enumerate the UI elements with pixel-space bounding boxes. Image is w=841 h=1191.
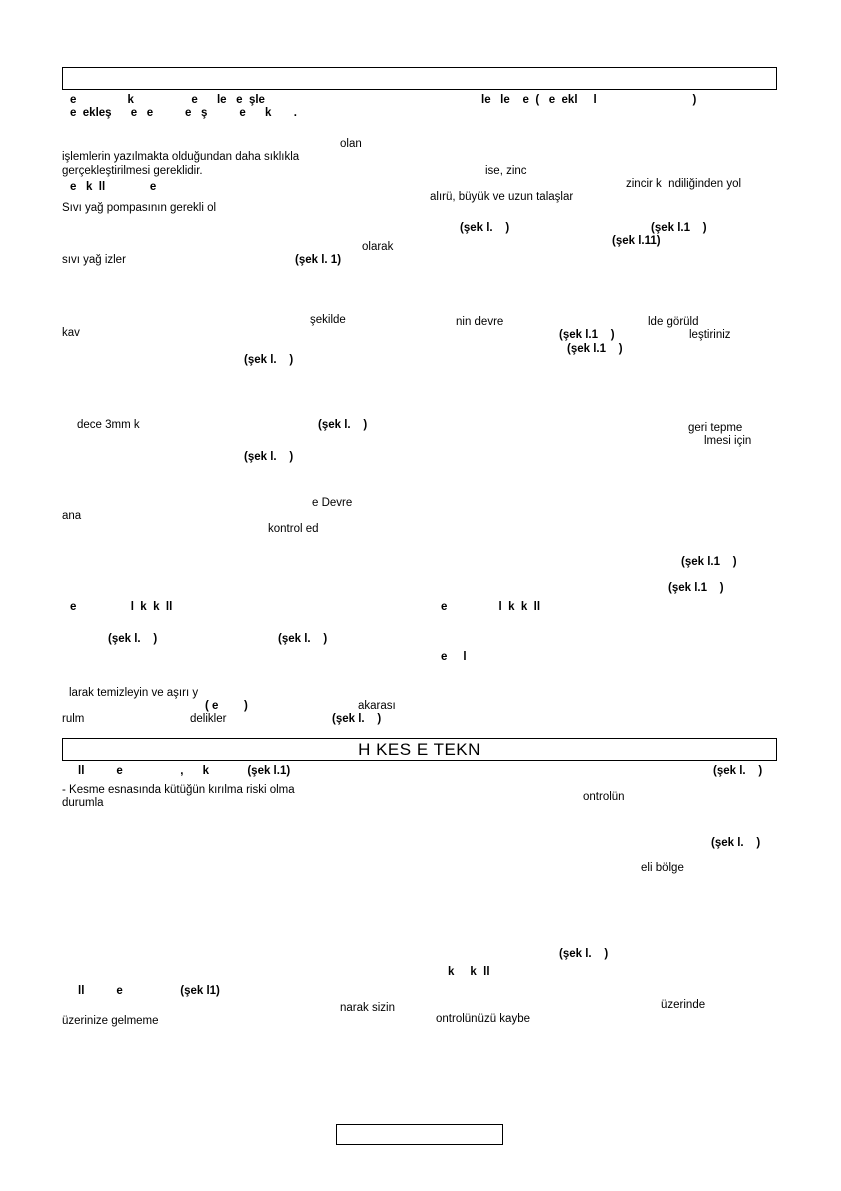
section-header-top <box>62 67 777 90</box>
text-line: gerçekleştirilmesi gereklidir. <box>62 165 203 177</box>
text-line: kontrol ed <box>268 523 319 535</box>
text-line: (şek l.1 ) <box>681 556 737 568</box>
text-line: delikler <box>190 713 227 725</box>
text-line: işlemlerin yazılmakta olduğundan daha sıklıkla <box>62 151 300 163</box>
text-line: eli bölge <box>641 862 684 874</box>
text-line: lmesi için <box>704 435 752 447</box>
text-line: olan <box>340 138 362 150</box>
text-line: Sıvı yağ pompasının gerekli ol <box>62 202 217 214</box>
text-line: akarası <box>358 700 396 712</box>
footer-page-box <box>336 1124 503 1145</box>
text-line: dece 3mm k <box>77 419 140 431</box>
text-line: (şek l. ) <box>244 354 294 366</box>
text-line: (şek l.1 ) <box>559 329 615 341</box>
text-line: (şek l. ) <box>108 633 158 645</box>
text-line: şekilde <box>310 314 346 326</box>
text-line: e k ll e <box>70 181 157 193</box>
text-line: (şek l.11) <box>612 235 661 247</box>
text-line: ( e ) <box>205 700 248 712</box>
text-line: ana <box>62 510 82 522</box>
text-line: (şek l. ) <box>460 222 510 234</box>
text-line: nin devre <box>456 316 504 328</box>
text-line: ll e (şek l1) <box>78 985 220 997</box>
text-line: e l k k ll <box>441 601 541 613</box>
text-line: zincir k ndiliğinden yol <box>626 178 742 190</box>
text-line: leştiriniz <box>689 329 731 341</box>
text-line: sıvı yağ izler <box>62 254 126 266</box>
text-line: e Devre <box>312 497 353 509</box>
text-line: e l k k ll <box>70 601 173 613</box>
text-line: narak sizin <box>340 1002 395 1014</box>
text-line: (şek l.1 ) <box>567 343 623 355</box>
text-line: üzerinde <box>661 999 706 1011</box>
section-header-mid-text: H KES E TEKN <box>358 739 481 759</box>
text-line: le le e ( e ekl l ) <box>481 94 697 106</box>
text-line: e k e le e şle <box>70 94 265 106</box>
text-line: (şek l. ) <box>711 837 761 849</box>
text-line: ll e , k (şek l.1) <box>78 765 291 777</box>
text-line: e ekleş e e e ş e k . <box>70 107 297 119</box>
text-line: e l <box>441 651 467 663</box>
text-line: (şek l. ) <box>318 419 368 431</box>
section-header-cutting-technique <box>62 738 777 761</box>
text-line: (şek l. ) <box>278 633 328 645</box>
text-line: - Kesme esnasında kütüğün kırılma riski olma <box>62 784 295 796</box>
text-line: ontrolünüzü kaybe <box>436 1013 530 1025</box>
text-line: (şek l.1 ) <box>668 582 724 594</box>
text-line: alırü, büyük ve uzun talaşlar <box>430 191 574 203</box>
text-line: üzerinize gelmeme <box>62 1015 159 1027</box>
text-line: rulm <box>62 713 85 725</box>
text-line: (şek l. 1) <box>295 254 342 266</box>
text-line: (şek l.1 ) <box>651 222 707 234</box>
text-line: (şek l. ) <box>713 765 763 777</box>
text-line: geri tepme <box>688 422 743 434</box>
text-line: olarak <box>362 241 394 253</box>
text-line: (şek l. ) <box>244 451 294 463</box>
text-line: ontrolün <box>583 791 625 803</box>
text-line: ise, zinc <box>485 165 527 177</box>
text-line: larak temizleyin ve aşırı y <box>69 687 199 699</box>
text-line: k k ll <box>448 966 490 978</box>
text-line: lde görüld <box>648 316 699 328</box>
text-line: (şek l. ) <box>559 948 609 960</box>
text-line: kav <box>62 327 80 339</box>
text-line: durumla <box>62 797 104 809</box>
text-line: (şek l. ) <box>332 713 382 725</box>
